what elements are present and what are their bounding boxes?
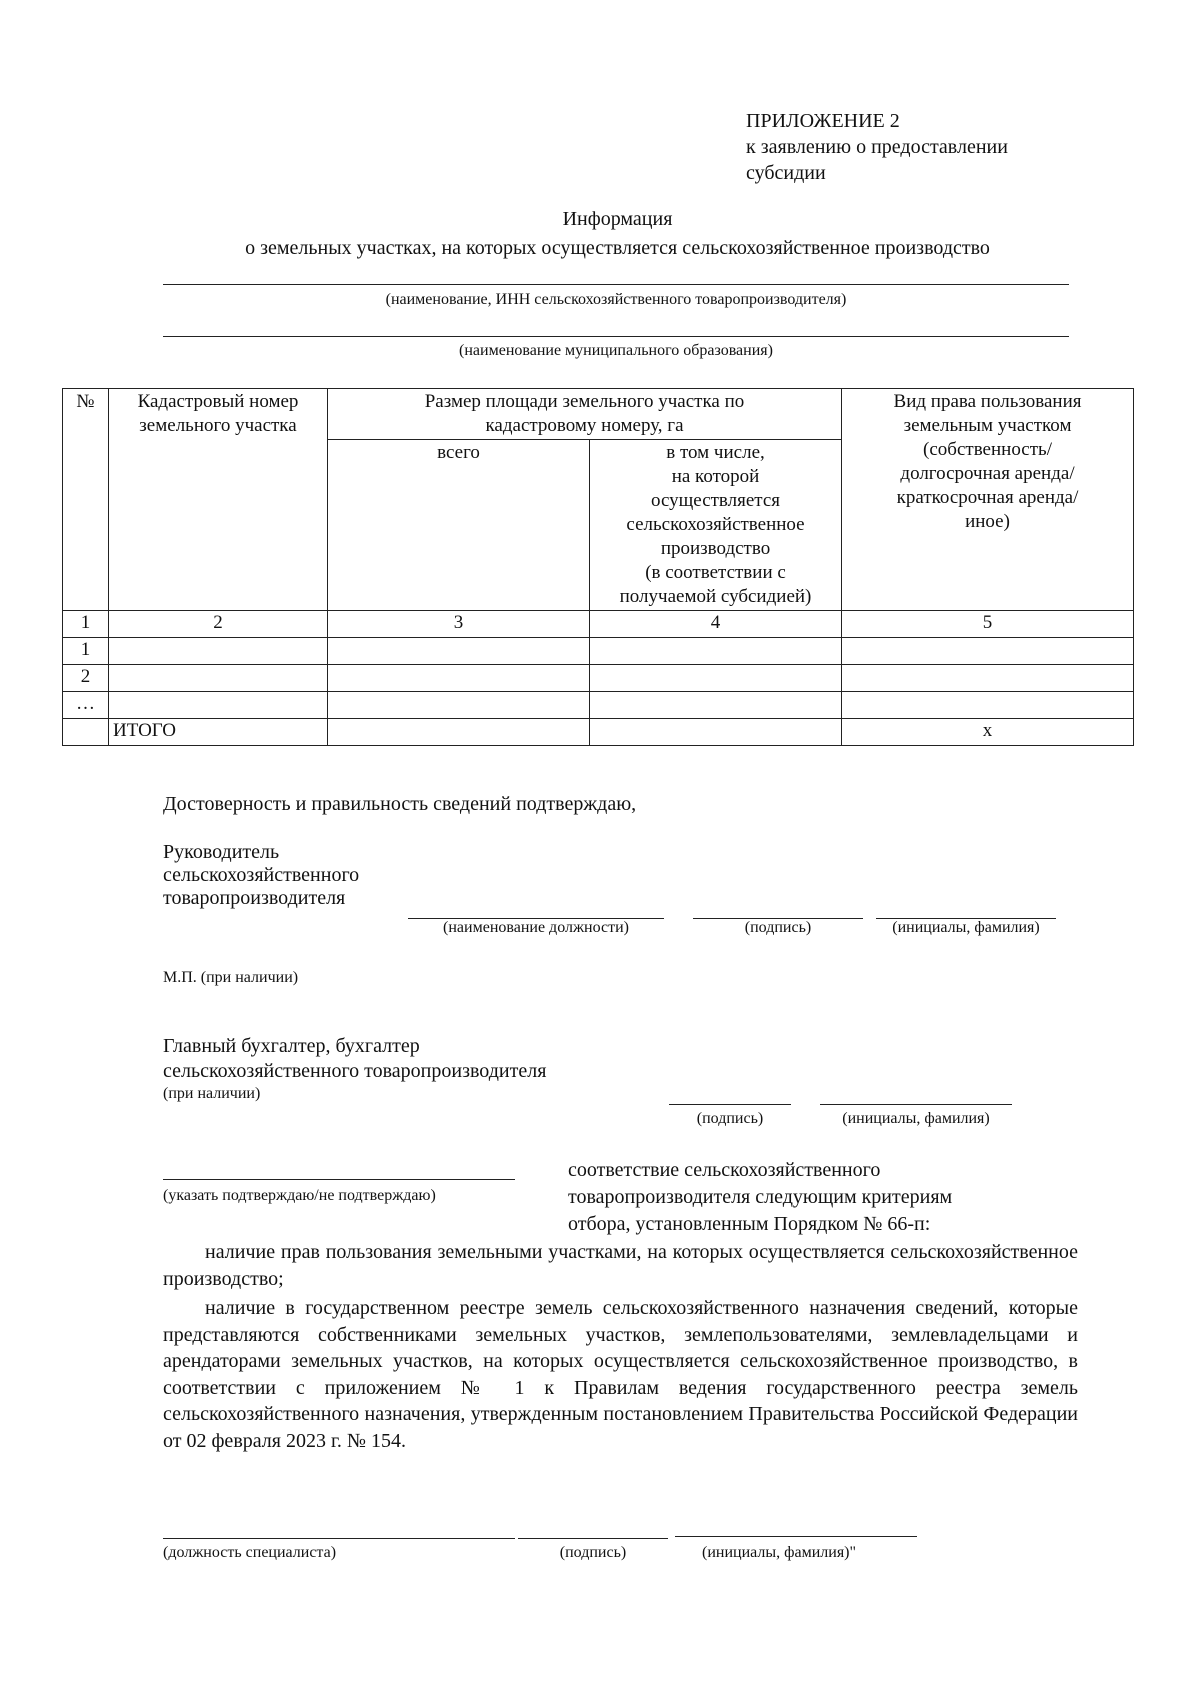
total-num-cell <box>63 719 109 746</box>
document-title: Информация <box>562 208 673 230</box>
head-label-line: Руководитель <box>163 841 280 863</box>
total-mark: x <box>842 719 1134 746</box>
specialist-initials-caption: (инициалы, фамилия)" <box>702 1544 857 1561</box>
specialist-position-line[interactable] <box>163 1538 515 1539</box>
total-area-cell[interactable] <box>328 692 590 719</box>
accountant-initials-line[interactable] <box>820 1104 1012 1105</box>
total-label: ИТОГО <box>109 719 328 746</box>
accountant-label-line: сельскохозяйственного товаропроизводителя <box>163 1060 547 1082</box>
accountant-signature-caption: (подпись) <box>696 1110 764 1127</box>
accountant-label <box>163 1034 546 1104</box>
header-text: земельным участком <box>903 415 1072 436</box>
table-row <box>63 692 1134 719</box>
header-cell-area <box>328 389 842 440</box>
head-label-line: сельскохозяйственного <box>163 864 360 886</box>
specialist-position-caption: (должность специалиста) <box>163 1544 337 1561</box>
accountant-signature-line[interactable] <box>669 1104 791 1105</box>
row-number: 1 <box>63 638 109 665</box>
land-plots-table <box>62 388 1134 746</box>
appendix-header <box>746 108 1086 186</box>
header-cell-including <box>590 440 842 611</box>
header-text: на которой <box>671 466 760 487</box>
head-signature-caption: (подпись) <box>744 919 812 936</box>
criteria-intro-line: отбора, установленным Порядком № 66-п: <box>568 1213 931 1235</box>
table-row <box>63 665 1134 692</box>
total-area-cell[interactable] <box>328 638 590 665</box>
table-index-row <box>63 611 1134 638</box>
producer-caption: (наименование, ИНН сельскохозяйственного товаропроизводителя) <box>385 291 847 308</box>
head-position-caption: (наименование должности) <box>443 919 629 936</box>
accountant-label-line: (при наличии) <box>163 1085 261 1102</box>
municipality-caption: (наименование муниципального образования) <box>459 342 773 359</box>
specialist-signature-line[interactable] <box>518 1538 668 1539</box>
right-type-cell[interactable] <box>842 638 1134 665</box>
table-header-row <box>63 389 1134 440</box>
appendix-line: субсидии <box>746 162 826 184</box>
cadastral-cell[interactable] <box>109 692 328 719</box>
index-cell: 4 <box>590 611 842 638</box>
cadastral-cell[interactable] <box>109 665 328 692</box>
index-cell: 1 <box>63 611 109 638</box>
specialist-signature-caption: (подпись) <box>559 1544 627 1561</box>
total-area-sum[interactable] <box>328 719 590 746</box>
header-text: Размер площади земельного участка по <box>424 391 745 412</box>
cadastral-cell[interactable] <box>109 638 328 665</box>
confirm-choice-line[interactable] <box>163 1179 515 1180</box>
header-text: земельного участка <box>139 415 297 436</box>
index-cell: 5 <box>842 611 1134 638</box>
header-cell-num: № <box>63 389 109 611</box>
head-label-line: товаропроизводителя <box>163 887 346 909</box>
right-type-cell[interactable] <box>842 692 1134 719</box>
index-cell: 3 <box>328 611 590 638</box>
table-total-row <box>63 719 1134 746</box>
producer-field-line[interactable] <box>163 284 1069 285</box>
included-area-cell[interactable] <box>590 665 842 692</box>
header-cell-total: всего <box>328 440 590 611</box>
header-text: Кадастровый номер <box>137 391 299 412</box>
table-row <box>63 638 1134 665</box>
accountant-label-line: Главный бухгалтер, бухгалтер <box>163 1035 420 1057</box>
header-text: в том числе, <box>666 442 765 463</box>
index-cell: 2 <box>109 611 328 638</box>
total-area-cell[interactable] <box>328 665 590 692</box>
row-number: … <box>63 692 109 719</box>
criteria-intro-line: товаропроизводителя следующим критериям <box>568 1186 953 1208</box>
criteria-intro-line: соответствие сельскохозяйственного <box>568 1159 881 1181</box>
header-text: кадастровому номеру, га <box>485 415 684 436</box>
header-text: (в соответствии с <box>645 562 786 583</box>
criteria-intro <box>568 1157 952 1238</box>
header-text: долгосрочная аренда/ <box>900 463 1075 484</box>
header-text: краткосрочная аренда/ <box>896 487 1079 508</box>
criteria-paragraph: наличие прав пользования земельными участками, на которых осуществляется сельскохозяйственное производство; <box>163 1241 1078 1290</box>
head-label <box>163 841 359 910</box>
header-text: сельскохозяйственное <box>626 514 805 535</box>
document-subtitle: о земельных участках, на которых осуществляется сельскохозяйственное производство <box>245 237 990 259</box>
row-number: 2 <box>63 665 109 692</box>
criteria-paragraph: наличие в государственном реестре земель сельскохозяйственного назначения сведений, которые представляются собственниками земельных участков, землепользователями, землевладельцами и арендаторами земельных участков, на которых осуществляется сельскохозяйственное производство, в соответствии с приложением № 1 к Правилам ведения государственного реестра земель сельскохозяйственного назначения, утвержденным постановлением Правительства Российской Федерации от 02 февраля 2023 г. № 154. <box>163 1297 1078 1452</box>
header-text: Вид права пользования <box>893 391 1082 412</box>
included-area-cell[interactable] <box>590 638 842 665</box>
confirm-choice-caption: (указать подтверждаю/не подтверждаю) <box>163 1187 436 1204</box>
right-type-cell[interactable] <box>842 665 1134 692</box>
appendix-title: ПРИЛОЖЕНИЕ 2 <box>746 110 900 132</box>
header-text: иное) <box>965 511 1010 532</box>
header-text: (собственность/ <box>923 439 1052 460</box>
stamp-label: М.П. (при наличии) <box>163 969 299 986</box>
confirm-statement: Достоверность и правильность сведений подтверждаю, <box>163 793 637 815</box>
appendix-line: к заявлению о предоставлении <box>746 136 1008 158</box>
header-cell-right-type <box>842 389 1134 611</box>
specialist-initials-line[interactable] <box>675 1536 917 1537</box>
municipality-field-line[interactable] <box>163 336 1069 337</box>
header-text: получаемой субсидией) <box>619 586 812 607</box>
header-text: производство <box>660 538 771 559</box>
header-cell-cadastral <box>109 389 328 611</box>
head-initials-caption: (инициалы, фамилия) <box>892 919 1040 936</box>
included-area-sum[interactable] <box>590 719 842 746</box>
accountant-initials-caption: (инициалы, фамилия) <box>842 1110 990 1127</box>
header-text: осуществляется <box>651 490 781 511</box>
included-area-cell[interactable] <box>590 692 842 719</box>
